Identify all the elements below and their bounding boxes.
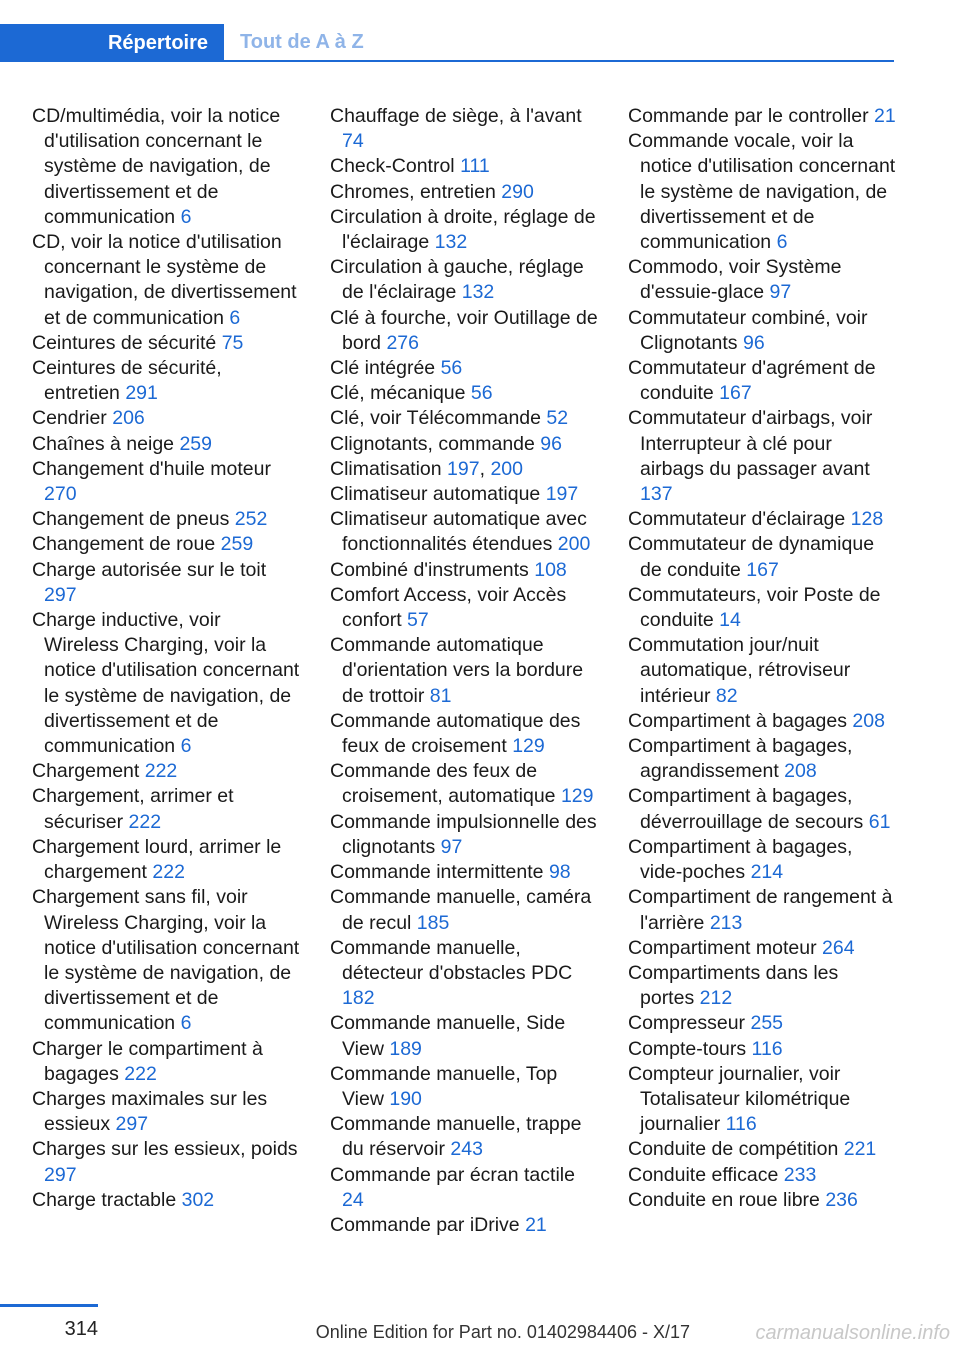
- page-reference-link[interactable]: 24: [342, 1188, 364, 1211]
- page-reference-link[interactable]: 200: [490, 457, 523, 480]
- page-reference-link[interactable]: 222: [152, 861, 185, 884]
- index-entry-text: Chargement sans fil, voir Wireless Charging, voir la notice d'utilisation concernant le système de navigation, de divertissement et de communication: [32, 886, 300, 1035]
- index-entry-text: Cendrier: [32, 407, 107, 430]
- index-entry: [330, 860, 598, 885]
- index-entry: [32, 835, 300, 885]
- index-entry-text: Compartiment à bagages, vide-poches: [628, 835, 853, 884]
- index-entry: [628, 1037, 896, 1062]
- index-entry: [32, 1137, 300, 1187]
- index-entry-text: Changement de pneus: [32, 508, 230, 531]
- index-entry: [32, 1188, 300, 1213]
- index-entry: [330, 709, 598, 759]
- page-reference-link[interactable]: 74: [342, 130, 364, 153]
- index-entry-text: Commande des feux de croisement, automatique: [330, 760, 556, 808]
- index-entry: [330, 482, 598, 507]
- index-entry: [628, 1137, 896, 1162]
- page-reference-link[interactable]: 167: [746, 558, 779, 581]
- page-reference-link[interactable]: 302: [181, 1188, 215, 1211]
- page-reference-link[interactable]: 259: [220, 533, 254, 556]
- index-entry-text: Chauffage de siège, à l'avant: [330, 105, 582, 127]
- header-bar: [0, 24, 894, 62]
- index-entry: [32, 759, 300, 784]
- index-entry: [32, 1087, 300, 1137]
- index-entry-text: Commutation jour/nuit automatique, rétroviseur intérieur: [628, 634, 851, 707]
- index-entry-text: Chromes, entretien: [330, 180, 496, 203]
- index-entry-text: Commande impulsionnelle des clignotants: [330, 810, 597, 858]
- index-entry-text: Chaînes à neige: [32, 432, 175, 455]
- page-reference-link[interactable]: 21: [525, 1213, 547, 1236]
- page-reference-link[interactable]: 56: [470, 382, 493, 405]
- index-entry-text: Compartiment à bagages, agrandissement: [628, 735, 853, 783]
- index-entry-text: Compartiment de rangement à l'arrière: [628, 886, 893, 934]
- index-entry: [330, 205, 598, 255]
- index-entry: [628, 507, 896, 532]
- index-entry-text: Clé, voir Télécommande: [330, 407, 541, 430]
- index-entry-text: Commande vocale, voir la notice d'utilisation concernant le système de navigation, de divertissement et de communication: [628, 130, 896, 254]
- index-entry: [32, 1037, 300, 1087]
- index-entry-text: Commande manuelle, Top View: [330, 1062, 558, 1110]
- index-entry: [330, 633, 598, 709]
- index-entry: [330, 583, 598, 633]
- index-entry-text: Changement d'huile moteur: [32, 457, 271, 480]
- index-entry: [32, 230, 300, 331]
- index-entry-text: Commande intermittente: [330, 861, 544, 884]
- index-entry: [330, 810, 598, 860]
- index-entry: [32, 432, 300, 457]
- page-reference-link[interactable]: 167: [719, 382, 752, 405]
- index-entry: [330, 381, 598, 406]
- index-entry: [32, 331, 300, 356]
- index-entry-text: Commutateurs, voir Poste de conduite: [628, 583, 881, 632]
- index-column-2: [330, 104, 598, 1238]
- index-entry-text: Charge tractable: [32, 1188, 177, 1211]
- index-entry: [330, 255, 598, 305]
- page-reference-link[interactable]: 233: [783, 1163, 817, 1186]
- page-reference-link[interactable]: 197: [545, 483, 579, 506]
- index-entry: [628, 885, 896, 935]
- index-entry-text: Climatisation: [330, 457, 442, 480]
- index-entry: [330, 457, 598, 482]
- page-reference-link[interactable]: 221: [843, 1138, 877, 1161]
- index-entry: [628, 961, 896, 1011]
- page-reference-link[interactable]: 185: [416, 911, 450, 934]
- page-reference-link[interactable]: 97: [769, 281, 792, 304]
- index-entry-text: Conduite efficace: [628, 1163, 779, 1186]
- page-reference-link[interactable]: 297: [44, 1163, 77, 1186]
- index-entry: [32, 356, 300, 406]
- page-reference-link[interactable]: 297: [115, 1113, 149, 1136]
- index-entry: [628, 104, 896, 129]
- page-reference-link[interactable]: 137: [640, 483, 673, 506]
- index-entry: [32, 406, 300, 431]
- page-reference-link[interactable]: 108: [534, 558, 567, 581]
- index-entry: [628, 633, 896, 709]
- index-entry: [32, 608, 300, 759]
- index-entry-text: Conduite de compétition: [628, 1138, 839, 1161]
- index-entry: [330, 885, 598, 935]
- page-reference-link[interactable]: 189: [389, 1037, 422, 1060]
- index-entry-text: Check-Control: [330, 155, 455, 178]
- index-entry: [628, 1188, 896, 1213]
- page-reference-link[interactable]: 236: [825, 1188, 858, 1211]
- index-entry-text: Climatiseur automatique: [330, 483, 541, 506]
- footer-rule: [0, 1304, 98, 1307]
- index-entry: [32, 885, 300, 1036]
- index-entry: [628, 255, 896, 305]
- index-entry: [330, 759, 598, 809]
- index-entry: [330, 558, 598, 583]
- page-reference-link[interactable]: 129: [560, 785, 594, 808]
- index-entry: [32, 784, 300, 834]
- index-entry-text: Commutateur d'éclairage: [628, 508, 846, 531]
- page-reference-link[interactable]: 291: [125, 382, 158, 405]
- index-entry-text: Compartiments dans les portes: [628, 961, 839, 1010]
- index-entry: [32, 104, 300, 230]
- index-entry: [628, 356, 896, 406]
- index-entry: [330, 1112, 598, 1162]
- page-reference-link[interactable]: 6: [180, 735, 192, 758]
- index-entry-text: Commutateur d'agrément de conduite: [628, 357, 876, 405]
- page-reference-link[interactable]: 200: [557, 533, 591, 556]
- index-entry-text: Compartiment à bagages, déverrouillage de secours: [628, 785, 864, 833]
- index-entry-text: Commande manuelle, trappe du réservoir: [330, 1113, 582, 1161]
- page-reference-link[interactable]: 252: [234, 508, 268, 531]
- index-entry: [628, 709, 896, 734]
- index-entry: [32, 558, 300, 608]
- page-reference-link[interactable]: 297: [44, 583, 77, 606]
- page-reference-link[interactable]: 259: [179, 432, 212, 455]
- index-entry-text: Ceintures de sécurité, entretien: [32, 357, 222, 405]
- index-entry: [628, 734, 896, 784]
- index-entry-text: Chargement lourd, arrimer le chargement: [32, 835, 282, 884]
- index-entry: [628, 306, 896, 356]
- tab-repertoire[interactable]: [0, 24, 224, 62]
- index-entry: [330, 936, 598, 1012]
- index-entry-text: Commande automatique des feux de croisement: [330, 709, 581, 758]
- page-reference-link[interactable]: 255: [750, 1012, 784, 1035]
- index-entry: [330, 432, 598, 457]
- index-entry: [32, 507, 300, 532]
- index-entry-text: Circulation à droite, réglage de l'éclairage: [330, 205, 596, 254]
- index-entry-text: Compte-tours: [628, 1037, 747, 1060]
- index-entry: [330, 306, 598, 356]
- index-entry-text: Compteur journalier, voir Totalisateur kilométrique journalier: [628, 1062, 851, 1136]
- tab-tout-de-a-a-z-label: Tout de A à Z: [240, 31, 364, 53]
- page-reference-link[interactable]: 96: [742, 331, 765, 354]
- index-entry: [32, 457, 300, 507]
- page-reference-link[interactable]: 6: [229, 306, 241, 329]
- index-entry-text: Commodo, voir Système d'essuie-glace: [628, 256, 842, 304]
- index-entry-text: Compartiment moteur: [628, 936, 817, 959]
- index-entry-text: Commande manuelle, détecteur d'obstacles PDC: [330, 936, 573, 984]
- index-entry: [330, 356, 598, 381]
- page-reference-link[interactable]: 6: [180, 1012, 192, 1035]
- index-entry: [330, 406, 598, 431]
- index-entry: [628, 1011, 896, 1036]
- page-reference-link[interactable]: 132: [434, 231, 468, 254]
- page-reference-link[interactable]: 111: [460, 155, 490, 178]
- index-column-1: [32, 104, 300, 1213]
- index-entry: [330, 1011, 598, 1061]
- index-entry-text: Clé à fourche, voir Outillage de bord: [330, 306, 598, 354]
- page-reference-link[interactable]: 222: [124, 1062, 157, 1085]
- index-entry-text: Comfort Access, voir Accès confort: [330, 583, 567, 632]
- index-entry-text: Conduite en roue libre: [628, 1188, 820, 1211]
- index-entry-text: Commande manuelle, Side View: [330, 1012, 566, 1060]
- index-entry-text: Charger le compartiment à bagages: [32, 1037, 263, 1085]
- index-entry: [628, 406, 896, 507]
- page-reference-link[interactable]: 6: [776, 231, 788, 254]
- index-entry: [330, 154, 598, 179]
- index-entry-text: Climatiseur automatique avec fonctionnalités étendues: [330, 508, 587, 556]
- page-reference-link[interactable]: 208: [784, 760, 817, 783]
- page-reference-link[interactable]: 97: [440, 835, 463, 858]
- page-reference-link[interactable]: 61: [868, 810, 891, 833]
- page-reference-link[interactable]: 270: [44, 483, 77, 506]
- index-entry-text: Compresseur: [628, 1012, 746, 1035]
- index-entry: [628, 784, 896, 834]
- page-reference-link[interactable]: 6: [180, 205, 192, 228]
- index-entry-text: Clé intégrée: [330, 357, 436, 380]
- index-entry: [330, 1062, 598, 1112]
- page-reference-link[interactable]: 213: [709, 911, 743, 934]
- index-entry: [330, 180, 598, 205]
- tab-repertoire-label: Répertoire: [107, 31, 208, 54]
- page-reference-link[interactable]: 212: [699, 987, 733, 1010]
- index-entry: [330, 1163, 598, 1213]
- page-reference-link[interactable]: 81: [429, 684, 452, 707]
- page-reference-link[interactable]: 206: [112, 407, 145, 430]
- index-entry-text: Clé, mécanique: [330, 382, 466, 405]
- index-entry-text: Commande manuelle, caméra de recul: [330, 886, 592, 934]
- tab-tout-de-a-a-z[interactable]: [240, 24, 364, 60]
- index-entry: [32, 532, 300, 557]
- index-entry: [628, 532, 896, 582]
- page-reference-link[interactable]: 208: [852, 709, 885, 732]
- page-reference-link[interactable]: 276: [386, 331, 419, 354]
- edition-note: Online Edition for Part no. 01402984406 - X/17: [315, 1322, 690, 1342]
- index-entry-text: Changement de roue: [32, 533, 216, 556]
- index-entry: [628, 1062, 896, 1138]
- index-entry: [628, 835, 896, 885]
- page-reference-link[interactable]: 56: [440, 357, 463, 380]
- page-reference-link[interactable]: 57: [407, 609, 429, 632]
- page-reference-link[interactable]: 222: [128, 810, 162, 833]
- index-entry-text: Chargement: [32, 760, 140, 783]
- page-reference-link[interactable]: 98: [548, 861, 571, 884]
- index-entry-text: Clignotants, commande: [330, 432, 535, 455]
- index-entry-text: Ceintures de sécurité: [32, 331, 217, 354]
- page-reference-link[interactable]: 82: [715, 684, 738, 707]
- page-separator: ,: [479, 457, 486, 480]
- page-reference-link[interactable]: 96: [540, 432, 562, 455]
- page-reference-link[interactable]: 52: [546, 407, 569, 430]
- index-entry: [628, 583, 896, 633]
- index-entry-text: Circulation à gauche, réglage de l'éclairage: [330, 256, 584, 304]
- index-entry: [628, 1163, 896, 1188]
- index-entry-text: Compartiment à bagages: [628, 709, 847, 732]
- index-entry: [628, 936, 896, 961]
- index-entry: [330, 507, 598, 557]
- page-reference-link[interactable]: 116: [725, 1113, 757, 1136]
- page-reference-link[interactable]: 182: [342, 987, 375, 1010]
- watermark-logo: carmanualsonline.info: [755, 1322, 950, 1344]
- index-entry-text: Commande par écran tactile: [330, 1163, 575, 1186]
- index-entry-text: Combiné d'instruments: [330, 558, 529, 581]
- page-reference-link[interactable]: 264: [822, 936, 855, 959]
- index-entry-text: Charges sur les essieux, poids: [32, 1138, 298, 1161]
- index-entry-text: Commande par le controller: [628, 105, 869, 127]
- index-entry-text: Charge autorisée sur le toit: [32, 558, 267, 581]
- page-reference-link[interactable]: 21: [874, 105, 896, 127]
- page-reference-link[interactable]: 290: [501, 180, 534, 203]
- index-column-3: [628, 104, 896, 1213]
- page-number: 314: [64, 1318, 98, 1340]
- index-entry-text: Charge inductive, voir Wireless Charging, voir la notice d'utilisation concernant le système de navigation, de divertissement et de communication: [32, 609, 300, 758]
- header-rule: [0, 60, 894, 62]
- page-reference-link[interactable]: 197: [447, 457, 480, 480]
- index-entry-text: Commutateur d'airbags, voir Interrupteur à clé pour airbags du passager avant: [628, 407, 873, 480]
- index-entry-text: CD/multimédia, voir la notice d'utilisation concernant le système de navigation, de divertissement et de communication: [32, 105, 281, 228]
- page-reference-link[interactable]: 14: [719, 609, 741, 632]
- index-entry-text: Commande automatique d'orientation vers la bordure de trottoir: [330, 634, 584, 707]
- page-reference-link[interactable]: 243: [450, 1138, 483, 1161]
- index-entry-text: Commutateur de dynamique de conduite: [628, 533, 875, 581]
- page-reference-link[interactable]: 75: [221, 331, 244, 354]
- index-entry-text: Charges maximales sur les essieux: [32, 1087, 268, 1136]
- page-reference-link[interactable]: 214: [750, 861, 784, 884]
- page-reference-link[interactable]: 128: [850, 508, 884, 531]
- index-entry: [330, 1213, 598, 1238]
- index-entry-text: Commutateur combiné, voir Clignotants: [628, 306, 868, 354]
- index-entry-text: Chargement, arrimer et sécuriser: [32, 785, 234, 833]
- index-entry-text: Commande par iDrive: [330, 1213, 520, 1236]
- page-reference-link[interactable]: 222: [144, 760, 178, 783]
- page-reference-link[interactable]: 190: [389, 1087, 422, 1110]
- page-reference-link[interactable]: 129: [512, 735, 545, 758]
- index-entry: [330, 104, 598, 154]
- page-reference-link[interactable]: 132: [461, 281, 495, 304]
- index-entry: [628, 129, 896, 255]
- index-entry-text: CD, voir la notice d'utilisation concernant le système de navigation, de divertissement et de communication: [32, 231, 297, 329]
- page-reference-link[interactable]: 116: [751, 1037, 783, 1060]
